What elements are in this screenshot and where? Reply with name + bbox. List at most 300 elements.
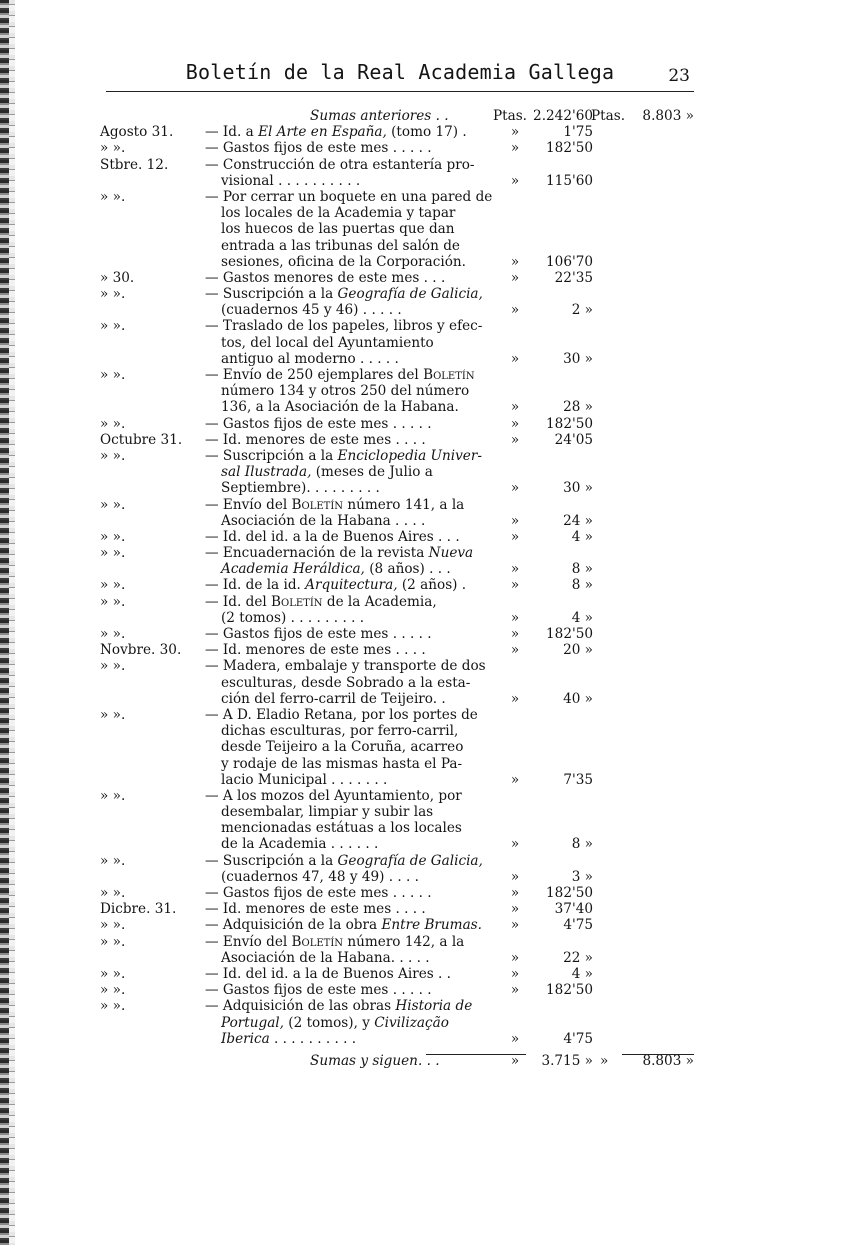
ledger-row — [100, 497, 700, 513]
entry-description — [205, 707, 478, 723]
entry-description — [221, 513, 425, 529]
entry-description — [205, 157, 475, 173]
entry-description — [221, 561, 451, 577]
entry-description — [221, 464, 433, 480]
entry-date: » ». — [100, 318, 126, 335]
entry-description — [205, 140, 432, 156]
description-segment: — Adquisición de las obras — [205, 998, 396, 1015]
entry-amount: 4 » — [571, 528, 593, 545]
entry-date: Novbre. 30. — [100, 642, 182, 659]
description-segment: (2 años) . — [397, 577, 467, 594]
entry-date: » ». — [100, 706, 126, 723]
ledger-row — [100, 982, 700, 998]
description-segment: — Id. menores de este mes . . . . — [205, 901, 426, 918]
currency-mark: » — [510, 836, 520, 853]
subtotal-rule — [426, 1054, 526, 1055]
entry-description — [205, 270, 445, 286]
ledger-row — [100, 238, 700, 254]
ledger-row — [100, 383, 700, 399]
description-segment: los huecos de las puertas que dan — [221, 221, 455, 238]
entry-description — [221, 1031, 356, 1047]
ledger-row — [100, 966, 700, 982]
running-header — [106, 60, 694, 90]
description-segment: (8 años) . . . — [364, 561, 451, 578]
description-segment: — Suscripción a la — [205, 286, 338, 303]
description-segment: — Id. del — [205, 593, 272, 610]
opening-total-value: 8.803 — [642, 108, 682, 124]
entry-amount: 22 » — [563, 949, 593, 966]
description-segment: Geografía de Galicia, — [337, 286, 483, 303]
opening-label: Sumas anteriores . . — [310, 108, 449, 124]
description-segment: Academia Heráldica, — [221, 561, 365, 578]
entry-description — [205, 416, 432, 432]
entry-date: » ». — [100, 917, 126, 934]
description-segment: Asociación de la Habana. . . . . — [221, 949, 430, 966]
entry-date: » ». — [100, 286, 126, 303]
ledger-row — [100, 820, 700, 836]
entry-description — [205, 658, 486, 674]
entry-description — [205, 367, 475, 383]
ledger-row — [100, 998, 700, 1014]
description-segment: esculturas, desde Sobrado a la esta- — [221, 674, 471, 691]
entry-date: » ». — [100, 626, 126, 642]
entry-description — [221, 302, 402, 318]
entry-date: » ». — [100, 787, 126, 804]
entry-description — [205, 594, 437, 610]
ledger-row — [100, 642, 700, 658]
entry-description — [221, 173, 360, 189]
entry-amount: 4 » — [571, 965, 593, 982]
entry-amount: 4 » — [571, 609, 593, 626]
description-segment: — Suscripción a la — [205, 447, 338, 464]
opening-ptas-label: Ptas. — [492, 108, 527, 124]
closing-balance-row — [100, 1053, 700, 1069]
description-segment: entrada a las tribunas del salón de — [221, 237, 460, 254]
description-segment: — Envío de 250 ejemplares del — [205, 367, 424, 383]
page-number: 23 — [668, 66, 690, 86]
entry-description — [221, 399, 459, 415]
opening-amount: 2.242'60 — [533, 108, 593, 124]
currency-mark: » — [510, 901, 520, 918]
description-segment: — Gastos fijos de este mes . . . . . — [205, 415, 432, 432]
entry-date: » ». — [100, 593, 126, 610]
header-rule — [106, 91, 694, 92]
entry-amount: 7'35 — [563, 771, 593, 788]
entry-amount: 8 » — [571, 577, 593, 594]
ledger-row — [100, 658, 700, 674]
description-segment: tos, del local del Ayuntamiento — [221, 334, 434, 351]
description-segment: Boletín — [271, 593, 323, 610]
entry-amount: 182'50 — [546, 140, 593, 157]
entry-description — [221, 739, 463, 755]
description-segment: — Id. menores de este mes . . . . — [205, 642, 426, 659]
description-segment: — Gastos fijos de este mes . . . . . — [205, 140, 432, 157]
ledger-row — [100, 335, 700, 351]
ledger-row — [100, 302, 700, 318]
entry-description — [205, 626, 432, 642]
ledger-row — [100, 173, 700, 189]
account-ledger — [100, 108, 700, 1069]
description-segment: (2 tomos) . . . . . . . . . — [221, 609, 365, 626]
ledger-row — [100, 561, 700, 577]
entry-description — [221, 869, 419, 885]
entry-description — [221, 335, 434, 351]
description-segment: — Id. de la id. — [205, 577, 306, 594]
ledger-row — [100, 286, 700, 302]
entry-description — [221, 205, 455, 221]
entry-description — [205, 497, 464, 513]
entry-description — [205, 577, 466, 593]
currency-mark: » — [510, 690, 520, 707]
description-segment: Portugal, — [221, 1014, 284, 1031]
description-segment: visional . . . . . . . . . . — [221, 172, 361, 189]
description-segment: Historia de — [395, 998, 473, 1015]
ledger-row — [100, 1031, 700, 1047]
entry-description — [205, 917, 482, 933]
entry-date: » ». — [100, 577, 126, 594]
entry-date: » 30. — [100, 269, 135, 286]
entry-description — [221, 723, 458, 739]
entry-description — [221, 610, 364, 626]
ledger-row — [100, 221, 700, 237]
ledger-row — [100, 772, 700, 788]
description-segment: (cuadernos 47, 48 y 49) . . . . — [221, 868, 419, 885]
ledger-row — [100, 529, 700, 545]
entry-description — [221, 756, 462, 772]
entry-date: » ». — [100, 658, 126, 675]
entry-description — [221, 1015, 449, 1031]
ledger-row — [100, 157, 700, 173]
ledger-row — [100, 416, 700, 432]
entry-description — [205, 189, 492, 205]
total-rule — [622, 1054, 694, 1055]
description-segment: — Gastos fijos de este mes . . . . . — [205, 626, 432, 642]
page-edge-shadow — [0, 0, 9, 1245]
description-segment: Boletín — [291, 933, 344, 950]
currency-mark: » — [510, 577, 520, 594]
description-segment: Geografía de Galicia, — [337, 852, 483, 869]
description-segment: — Suscripción a la — [205, 852, 338, 869]
entry-amount: 8 » — [571, 561, 593, 578]
currency-mark: » — [510, 399, 520, 416]
ledger-row — [100, 480, 700, 496]
entry-description — [205, 901, 426, 917]
closing-ptas-mark: » — [510, 1052, 520, 1069]
entry-amount: 2 » — [571, 302, 593, 319]
currency-mark: » — [510, 415, 520, 432]
entry-description — [205, 318, 482, 334]
description-segment: desde Teijeiro a la Coruña, acarreo — [221, 739, 464, 756]
entry-description — [205, 788, 462, 804]
currency-mark: » — [510, 480, 520, 497]
opening-total-suffix: » — [685, 108, 694, 124]
entry-description — [205, 286, 483, 302]
description-segment: desembalar, limpiar y subir las — [221, 804, 434, 821]
entry-amount: 115'60 — [546, 172, 593, 189]
description-segment: Iberica — [221, 1030, 270, 1047]
opening-balance-row — [100, 108, 700, 124]
entry-amount: 22'35 — [554, 269, 593, 286]
description-segment: — Id. del id. a la de Buenos Aires . . . — [205, 528, 460, 545]
entry-description — [205, 432, 426, 448]
description-segment: — Por cerrar un boquete en una pared de — [205, 188, 493, 205]
description-segment: 136, a la Asociación de la Habana. — [221, 399, 459, 416]
ledger-row — [100, 205, 700, 221]
currency-mark: » — [510, 253, 520, 270]
description-segment: — Id. del id. a la de Buenos Aires . . — [205, 965, 451, 982]
description-segment: Septiembre). . . . . . . . . — [221, 480, 380, 497]
ledger-row — [100, 140, 700, 156]
ledger-row — [100, 723, 700, 739]
closing-amount: 3.715 » — [541, 1052, 593, 1069]
entry-description — [221, 820, 462, 836]
ledger-row — [100, 885, 700, 901]
description-segment: Entre Brumas. — [381, 917, 482, 934]
entry-amount: 24 » — [563, 512, 593, 529]
description-segment: ción del ferro-carril de Teijeiro. . — [221, 690, 446, 707]
description-segment: (tomo 17) . — [386, 124, 467, 141]
description-segment: número 142, a la — [343, 933, 465, 950]
entry-amount: 30 » — [563, 480, 593, 497]
description-segment: — Envío del — [205, 496, 292, 513]
entry-amount: 37'40 — [554, 901, 593, 918]
entry-amount: 1'75 — [563, 124, 593, 141]
currency-mark: » — [510, 982, 520, 999]
description-segment: — Gastos menores de este mes . . . — [205, 269, 446, 286]
entry-amount: 8 » — [571, 836, 593, 853]
description-segment: de la Academia, — [322, 593, 437, 610]
entry-amount: 4'75 — [563, 1030, 593, 1047]
currency-mark: » — [510, 350, 520, 367]
entry-date: Octubre 31. — [100, 431, 183, 448]
description-segment: Enciclopedia Univer- — [337, 447, 482, 464]
ledger-row — [100, 189, 700, 205]
ledger-row — [100, 464, 700, 480]
description-segment: — Gastos fijos de este mes . . . . . — [205, 982, 432, 999]
ledger-row — [100, 869, 700, 885]
entry-amount: 4'75 — [563, 917, 593, 934]
description-segment: mencionadas estátuas a los locales — [221, 820, 462, 837]
entry-date: » ». — [100, 415, 126, 432]
description-segment: Boletín — [291, 496, 344, 513]
description-segment: número 141, a la — [343, 496, 465, 513]
description-segment: antiguo al moderno . . . . . — [221, 350, 399, 367]
closing-total: 8.803 » — [642, 1052, 694, 1069]
entry-amount: 3 » — [571, 868, 593, 885]
entry-date: Agosto 31. — [100, 124, 174, 141]
entry-description — [205, 545, 473, 561]
ledger-row — [100, 934, 700, 950]
entry-date: » ». — [100, 188, 126, 205]
entry-amount: 182'50 — [546, 982, 593, 999]
description-segment: — Encuadernación de la revista — [205, 545, 429, 562]
entry-amount: 28 » — [563, 399, 593, 416]
currency-mark: » — [510, 269, 520, 286]
entry-description — [221, 836, 378, 852]
entry-date: » ». — [100, 885, 126, 901]
description-segment: Boletín — [423, 367, 475, 383]
currency-mark: » — [510, 528, 520, 545]
currency-mark: » — [510, 609, 520, 626]
journal-title: Boletín de la Real Academia Gallega — [185, 60, 615, 84]
entry-description — [205, 982, 432, 998]
description-segment: . . . . . . . . . . — [269, 1030, 357, 1047]
currency-mark: » — [510, 140, 520, 157]
entry-date: » ». — [100, 852, 126, 869]
currency-mark: » — [510, 1030, 520, 1047]
entry-amount: 40 » — [563, 690, 593, 707]
opening-total — [642, 108, 694, 124]
ledger-row — [100, 610, 700, 626]
ledger-row — [100, 351, 700, 367]
currency-mark: » — [510, 561, 520, 578]
description-segment: — Adquisición de la obra — [205, 917, 382, 934]
entry-description — [221, 254, 466, 270]
description-segment: — Madera, embalaje y transporte de dos — [205, 658, 486, 675]
ledger-row — [100, 577, 700, 593]
entry-amount: 20 » — [563, 642, 593, 659]
description-segment: (meses de Julio a — [311, 464, 433, 481]
ledger-row — [100, 756, 700, 772]
description-segment: — Construcción de otra estantería pro- — [205, 156, 475, 173]
entry-description — [205, 448, 482, 464]
ledger-row — [100, 707, 700, 723]
currency-mark: » — [510, 965, 520, 982]
entry-amount: 182'50 — [546, 885, 593, 901]
ledger-row — [100, 270, 700, 286]
description-segment: El Arte en España, — [258, 124, 387, 141]
currency-mark: » — [510, 431, 520, 448]
ledger-row — [100, 691, 700, 707]
entry-description — [205, 124, 467, 140]
entry-description — [205, 885, 432, 901]
ledger-row — [100, 739, 700, 755]
description-segment: — Traslado de los papeles, libros y efec- — [205, 318, 483, 335]
ledger-entries — [100, 124, 700, 1047]
entry-amount: 30 » — [563, 350, 593, 367]
closing-ptas-mark-2: » — [600, 1052, 609, 1069]
ledger-row — [100, 853, 700, 869]
entry-amount: 24'05 — [554, 431, 593, 448]
entry-amount: 182'50 — [546, 626, 593, 642]
entry-date: » ». — [100, 545, 126, 562]
entry-amount: 106'70 — [546, 253, 593, 270]
ledger-row — [100, 513, 700, 529]
entry-date: » ». — [100, 528, 126, 545]
ledger-row — [100, 399, 700, 415]
currency-mark: » — [510, 885, 520, 901]
description-segment: — Envío del — [205, 933, 292, 950]
description-segment: Nueva — [428, 545, 474, 562]
currency-mark: » — [510, 949, 520, 966]
currency-mark: » — [510, 868, 520, 885]
description-segment: — Id. a — [205, 124, 259, 141]
entry-amount: 182'50 — [546, 415, 593, 432]
entry-description — [221, 221, 455, 237]
entry-date: Stbre. 12. — [100, 156, 169, 173]
entry-date: » ». — [100, 998, 126, 1015]
ledger-row — [100, 1015, 700, 1031]
currency-mark: » — [510, 124, 520, 141]
entry-description — [221, 691, 446, 707]
description-segment: (cuadernos 45 y 46) . . . . . — [221, 302, 402, 319]
entry-date: » ». — [100, 933, 126, 950]
entry-description — [221, 950, 430, 966]
entry-description — [221, 238, 460, 254]
ledger-row — [100, 788, 700, 804]
ledger-row — [100, 675, 700, 691]
currency-mark: » — [510, 626, 520, 642]
currency-mark: » — [510, 302, 520, 319]
ledger-row — [100, 901, 700, 917]
ledger-row — [100, 448, 700, 464]
entry-description — [205, 853, 483, 869]
description-segment: — A D. Eladio Retana, por los portes de — [205, 706, 478, 723]
currency-mark: » — [510, 771, 520, 788]
description-segment: sal Ilustrada, — [221, 464, 312, 481]
description-segment: dichas esculturas, por ferro-carril, — [221, 723, 459, 740]
page-edge-shadow-inner — [9, 0, 15, 1245]
currency-mark: » — [510, 917, 520, 934]
opening-ptas-label-2: Ptas. — [591, 108, 626, 124]
description-segment: Arquitectura, — [305, 577, 398, 594]
currency-mark: » — [510, 642, 520, 659]
description-segment: y rodaje de las mismas hasta el Pa- — [221, 755, 463, 772]
entry-description — [205, 529, 460, 545]
description-segment: los locales de la Academia y tapar — [221, 205, 456, 222]
entry-date: » ». — [100, 367, 126, 383]
description-segment: Asociación de la Habana . . . . — [221, 512, 426, 529]
entry-description — [205, 642, 426, 658]
ledger-row — [100, 367, 700, 383]
currency-mark: » — [510, 172, 520, 189]
ledger-row — [100, 804, 700, 820]
ledger-row — [100, 545, 700, 561]
ledger-row — [100, 626, 700, 642]
description-segment: — A los mozos del Ayuntamiento, por — [205, 787, 462, 804]
entry-description — [221, 804, 433, 820]
entry-description — [221, 675, 470, 691]
entry-description — [221, 772, 387, 788]
description-segment: de la Academia . . . . . . — [221, 836, 379, 853]
description-segment: sesiones, oficina de la Corporación. — [221, 253, 466, 270]
description-segment: — Gastos fijos de este mes . . . . . — [205, 885, 432, 901]
description-segment: número 134 y otros 250 del número — [221, 383, 470, 400]
ledger-row — [100, 950, 700, 966]
entry-description — [221, 383, 469, 399]
description-segment: — Id. menores de este mes . . . . — [205, 431, 426, 448]
entry-description — [221, 480, 380, 496]
entry-date: » ». — [100, 496, 126, 513]
ledger-row — [100, 254, 700, 270]
entry-description — [221, 351, 399, 367]
ledger-row — [100, 917, 700, 933]
currency-mark: » — [510, 512, 520, 529]
ledger-row — [100, 432, 700, 448]
entry-date: » ». — [100, 965, 126, 982]
ledger-row — [100, 836, 700, 852]
entry-date: » ». — [100, 982, 126, 999]
entry-date: » ». — [100, 447, 126, 464]
ledger-row — [100, 124, 700, 140]
entry-description — [205, 998, 472, 1014]
description-segment: lacio Municipal . . . . . . . — [221, 771, 388, 788]
description-segment: Civilização — [374, 1014, 449, 1031]
ledger-row — [100, 318, 700, 334]
ledger-row — [100, 594, 700, 610]
closing-label: Sumas y siguen. . . — [310, 1052, 440, 1069]
entry-description — [205, 934, 464, 950]
